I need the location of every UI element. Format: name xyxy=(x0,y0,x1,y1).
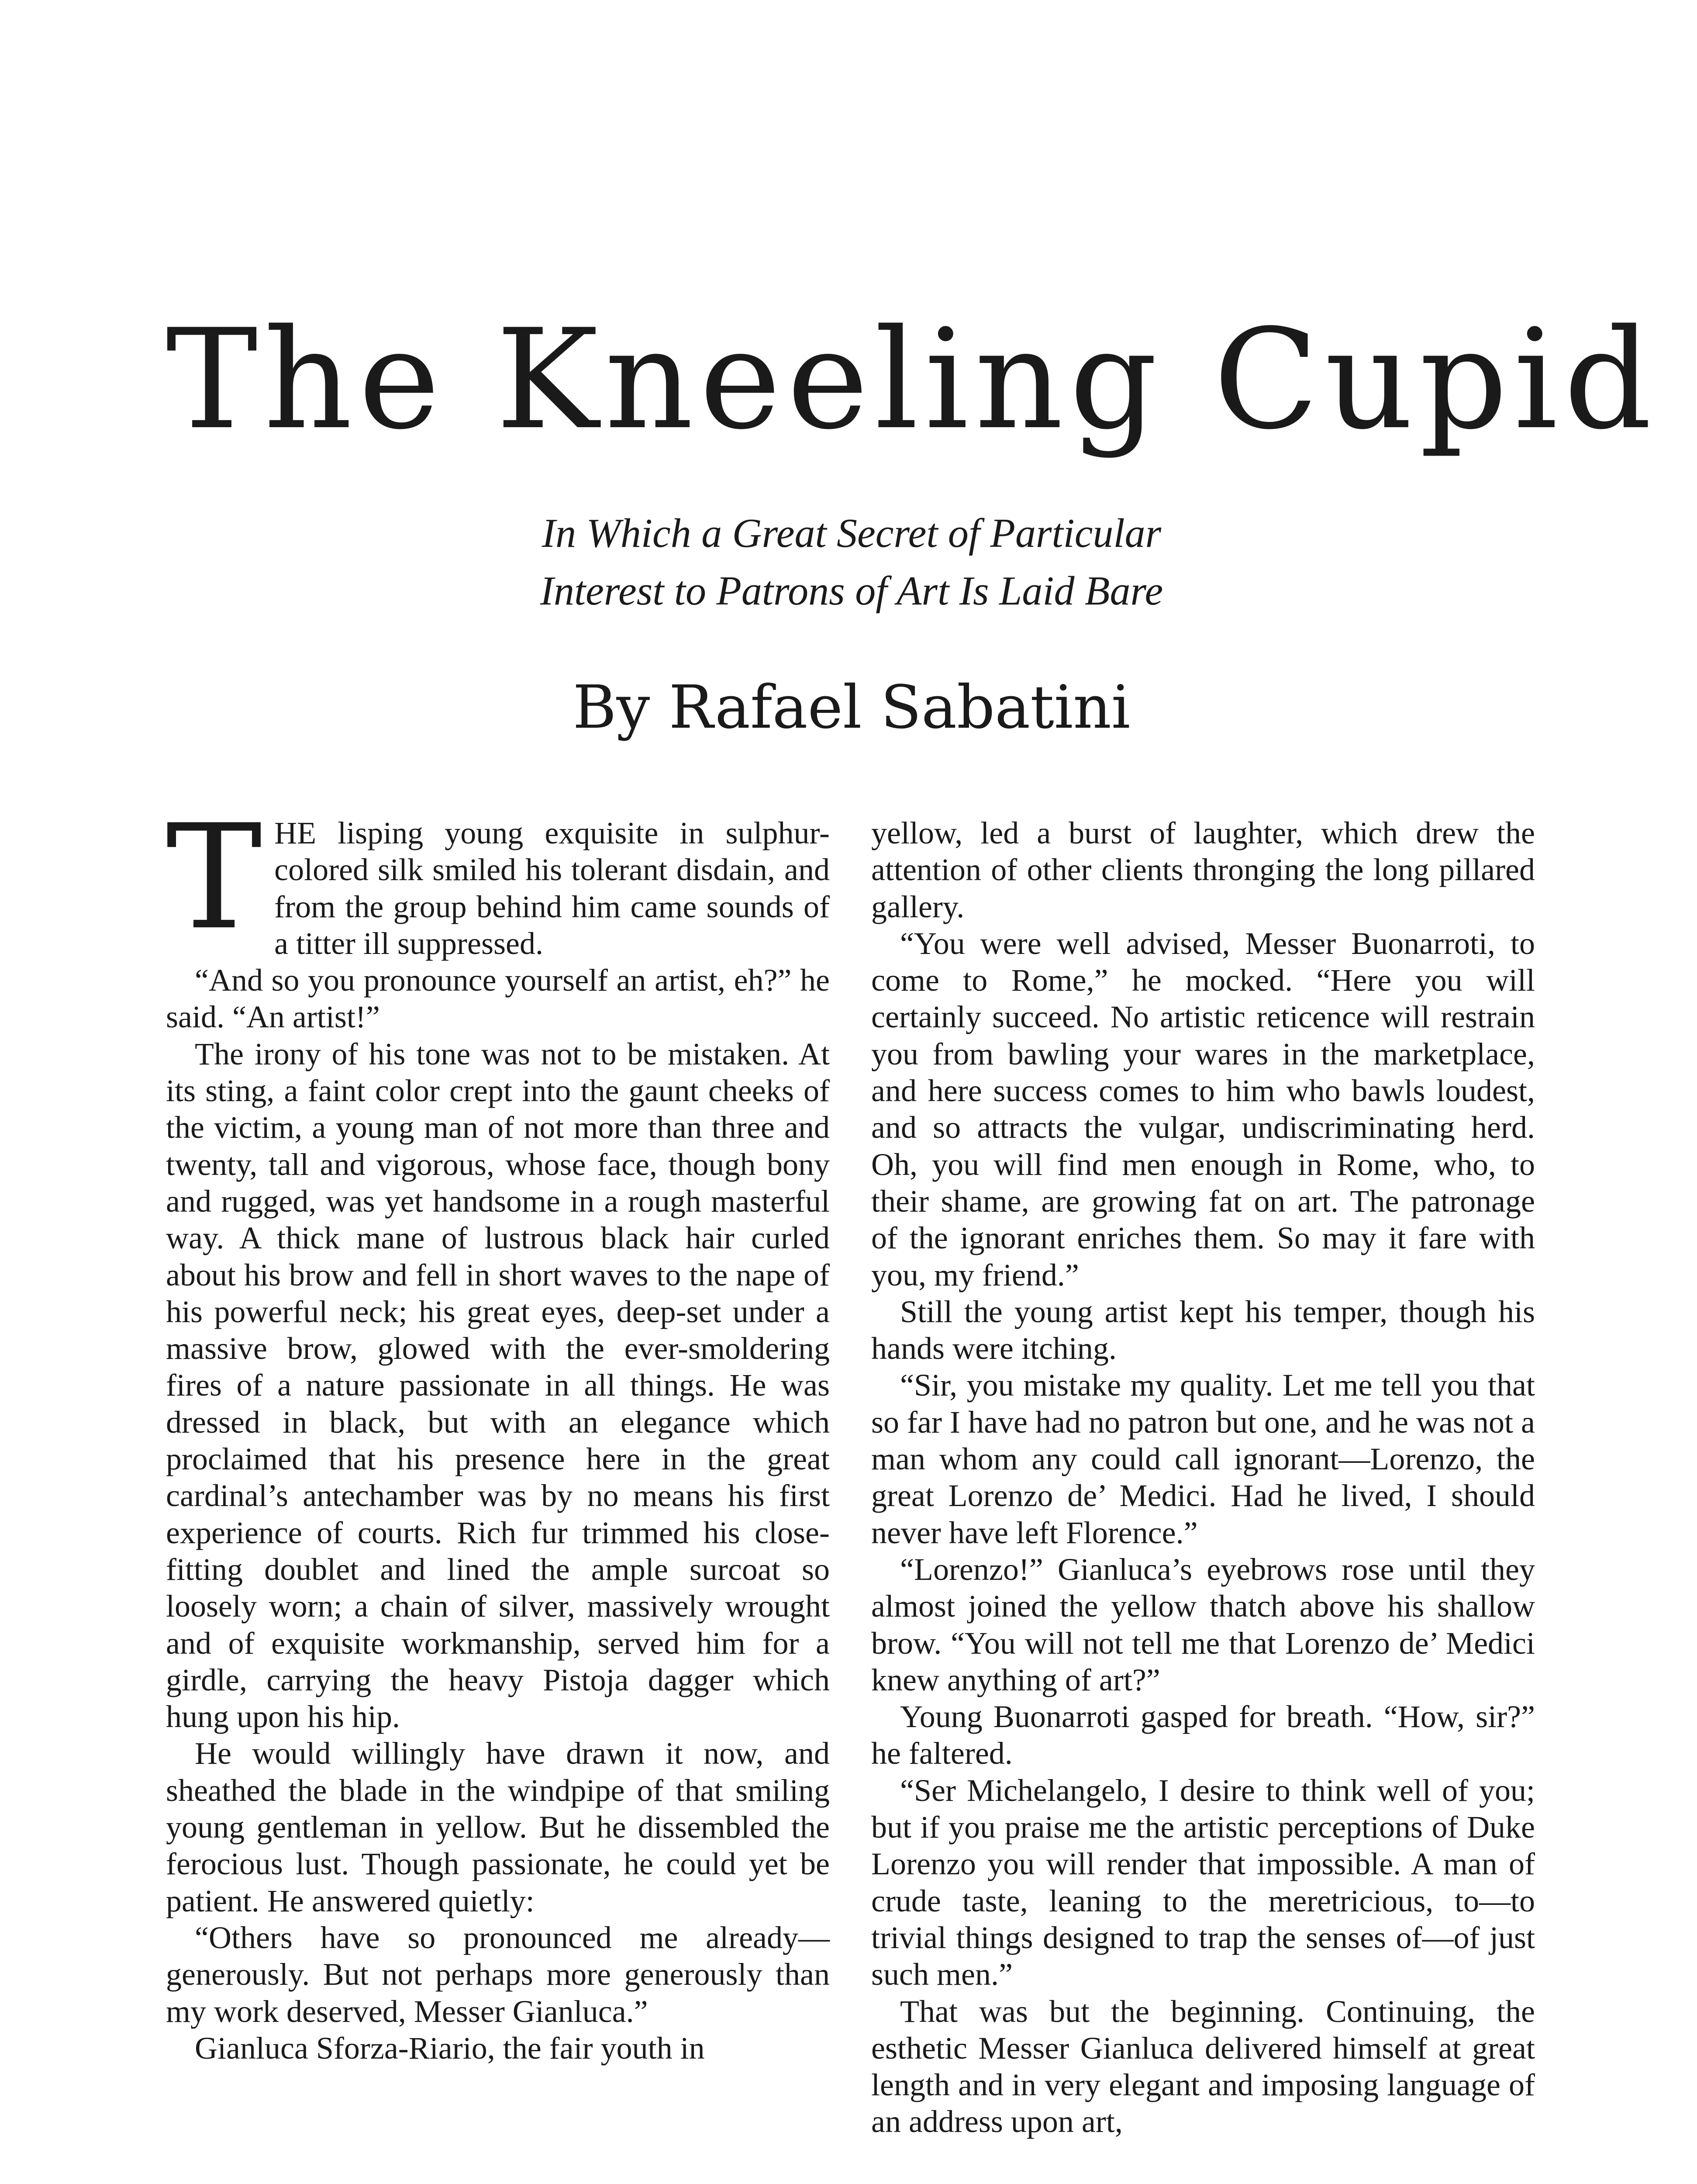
left-column xyxy=(166,794,830,2067)
subtitle-line-2: Interest to Patrons of Art Is Laid Bare xyxy=(540,568,1163,614)
paragraph: “And so you pronounce yourself an artist, eh?” he said. “An artist!” xyxy=(166,963,830,1035)
paragraph: Young Buonarroti gasped for breath. “How, sir?” he faltered. xyxy=(871,1699,1535,1771)
right-column xyxy=(871,815,1535,2140)
article-subtitle xyxy=(262,505,1441,620)
article-title: The Kneeling Cupid xyxy=(166,300,1658,460)
paragraph: “You were well advised, Messer Buonarroti, to come to Rome,” he mocked. “Here you will certainly succeed. No artistic reticence will restrain you from bawling your wares in the marketplace, and here success comes to him who bawls loudest, and so attracts the vulgar, undiscriminating herd. Oh, you will find men enough in Rome, who, to their shame, are growing fat on art. The patronage of the ignorant enriches them. So may it fare with you, my friend.” xyxy=(871,926,1535,1292)
paragraph: He would willingly have drawn it now, and sheathed the blade in the windpipe of that smiling young gentleman in yellow. But he dissembled the ferocious lust. Though passionate, he could yet be patient. He answered quietly: xyxy=(166,1736,830,1918)
paragraph: That was but the beginning. Continuing, the esthetic Messer Gianluca delivered himself at great length and in very elegant and imposing language of an address upon art, xyxy=(871,1994,1535,2139)
paragraph: “Ser Michelangelo, I desire to think well of you; but if you praise me the artistic perceptions of Duke Lorenzo you will render that impossible. A man of crude taste, leaning to the meretricious, to—to trivial things designed to trap the senses of—of just such men.” xyxy=(871,1773,1535,1992)
opening-paragraph-text: HE lisping young exquisite in sulphur-colored silk smiled his tolerant disdain, and from the group behind him came sounds of a titter ill suppressed. xyxy=(274,816,830,961)
paragraph: Gianluca Sforza-Riario, the fair youth in xyxy=(195,2030,705,2066)
author-byline: By Rafael Sabatini xyxy=(573,673,1131,742)
paragraph: The irony of his tone was not to be mistaken. At its sting, a faint color crept into the gaunt cheeks of the victim, a young man of not more than three and twenty, tall and vigorous, whose face, though bony and rugged, was yet handsome in a rough masterful way. A thick mane of lustrous black hair curled about his brow and fell in short waves to the nape of his powerful neck; his great eyes, deep-set under a massive brow, glowed with the ever-smoldering fires of a nature passionate in all things. He was dressed in black, but with an elegance which proclaimed that his presence here in the great cardinal’s antechamber was by no means his first experience of courts. Rich fur trimmed his close-fitting doublet and lined the ample surcoat so loosely worn; a chain of silver, massively wrought and of exquisite workmanship, served him for a girdle, carrying the heavy Pistoja dagger which hung upon his hip. xyxy=(166,1036,830,1735)
paragraph: “Others have so pronounced me already—generously. But not perhaps more generously than my work deserved, Messer Gianluca.” xyxy=(166,1920,830,2029)
opening-paragraph xyxy=(166,794,830,962)
paragraph: yellow, led a burst of laughter, which drew the attention of other clients thronging the long pillared gallery. xyxy=(871,816,1535,924)
paragraph: Still the young artist kept his temper, though his hands were itching. xyxy=(871,1294,1535,1366)
drop-cap: T xyxy=(166,794,262,961)
paragraph: “Lorenzo!” Gianluca’s eyebrows rose until they almost joined the yellow thatch above his shallow brow. “You will not tell me that Lorenzo de’ Medici knew anything of art?” xyxy=(871,1552,1535,1697)
subtitle-line-1: In Which a Great Secret of Particular xyxy=(542,511,1162,556)
paragraph: “Sir, you mistake my quality. Let me tell you that so far I have had no patron but one, and he was not a man whom any could call ignorant—Lorenzo, the great Lorenzo de’ Medici. Had he lived, I should never have left Florence.” xyxy=(871,1368,1535,1550)
